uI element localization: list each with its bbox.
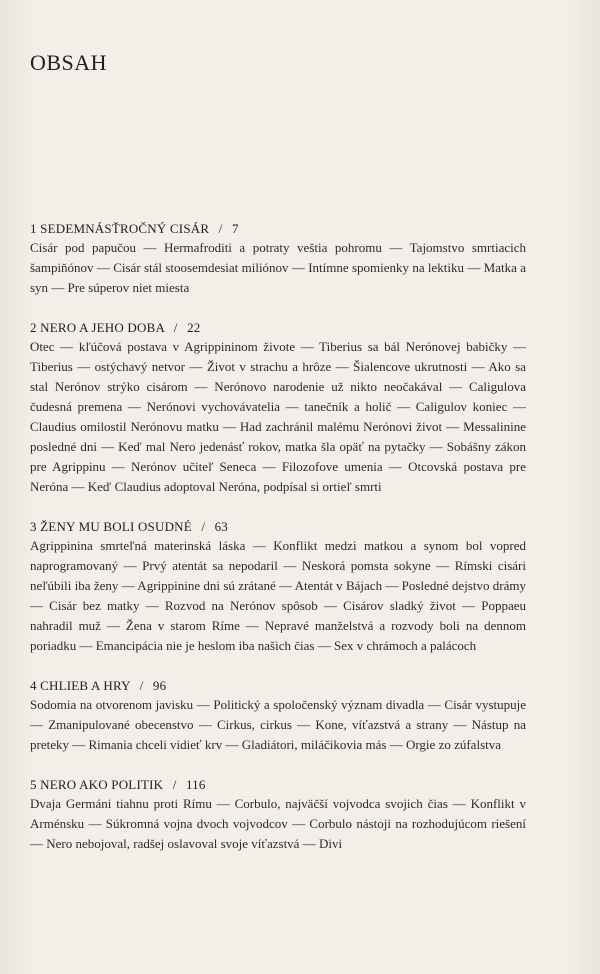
- separator: /: [139, 678, 144, 693]
- section-summary: Sodomia na otvorenom javisku — Politický a spoločenský význam divadla — Cisár vystupuje — Zmanipulované obecenstvo — Cirkus, cirkus — Kone, víťazstvá a strany — Nástup na preteky — Rimania chceli vidieť krv — Gladiátori, miláčikovia más — Orgie zo zúfalstva: [30, 697, 526, 752]
- separator: /: [218, 221, 223, 236]
- section-title: CHLIEB A HRY: [40, 678, 131, 693]
- section-summary: Cisár pod papučou — Hermafroditi a potraty veštia pohromu — Tajomstvo smrtiacich šampiňónov — Cisár stál stoosemdesiat miliónov — Intímne spomienky na lektiku — Matka a syn — Pre súperov niet miesta: [30, 240, 526, 295]
- separator: /: [201, 519, 206, 534]
- section-number: 5: [30, 777, 37, 792]
- section-heading: [30, 677, 526, 695]
- section-summary: Otec — kľúčová postava v Agrippininom živote — Tiberius sa bál Nerónovej babičky — Tiberius — ostýchavý netvor — Život v strachu a hrôze — Šialencove ukrutnosti — Ako sa stal Nerónov strýko cisárom — Nerónovo narodenie už nikto neočakával — Caligulova čudesná premena — Nerónovi vychovávatelia — tanečník a holič — Caligulov koniec — Claudius omilostil Nerónovu matku — Had zachránil malému Nerónovi život — Messalinine posledné dni — Keď mal Nero jedenásť rokov, matka šla opäť na pytačky — Sobášny zákon pre Agrippinu — Nerónov učiteľ Seneca — Filozofove umenia — Otcovská postava pre Neróna — Keď Claudius adoptoval Neróna, podpísal si ortieľ smrti: [30, 339, 526, 494]
- section-title: NERO A JEHO DOBA: [40, 320, 165, 335]
- section-page: 7: [231, 221, 239, 236]
- section-heading: [30, 319, 526, 337]
- section-page: 116: [185, 777, 206, 792]
- section-summary: Dvaja Germáni tiahnu proti Rímu — Corbulo, najväčší vojvodca svojich čias — Konflikt v Arménsku — Súkromná vojna dvoch vojvodcov — Corbulo nástoji na rozhodujúcom riešení — Nero nebojoval, radšej oslavoval svoje víťazstvá — Divi: [30, 796, 526, 851]
- section-page: 63: [214, 519, 229, 534]
- section-page: 96: [152, 678, 167, 693]
- section-title: NERO AKO POLITIK: [40, 777, 164, 792]
- toc-section-1: [30, 220, 526, 298]
- page-title: OBSAH: [30, 50, 108, 75]
- toc-section-2: [30, 319, 526, 497]
- section-heading: [30, 220, 526, 238]
- section-heading: [30, 776, 526, 794]
- toc-section-4: [30, 677, 526, 755]
- separator: /: [172, 777, 177, 792]
- toc-section-5: [30, 776, 526, 854]
- section-title: SEDEMNÁSŤROČNÝ CISÁR: [40, 221, 210, 236]
- table-of-contents: [30, 220, 526, 875]
- section-number: 2: [30, 320, 37, 335]
- section-title: ŽENY MU BOLI OSUDNÉ: [40, 519, 192, 534]
- section-page: 22: [187, 320, 201, 335]
- toc-section-3: [30, 518, 526, 656]
- section-number: 3: [30, 519, 37, 534]
- separator: /: [173, 320, 178, 335]
- section-summary: Agrippinina smrteľná materinská láska — Konflikt medzi matkou a synom bol vopred naprogramovaný — Prvý atentát sa nepodaril — Neskorá pomsta sokyne — Rímski cisári neľúbili iba ženy — Agrippinine dni sú zrátané — Atentát v Bájach — Posledné dejstvo drámy — Cisár bez matky — Rozvod na Nerónov spôsob — Cisárov sladký život — Poppaeu nahradil muž — Žena v starom Ríme — Nepravé manželstvá a rozvody boli na dennom poriadku — Emancipácia nie je heslom iba našich čias — Sex v chrámoch a palácoch: [30, 538, 526, 653]
- section-number: 1: [30, 221, 37, 236]
- section-number: 4: [30, 678, 37, 693]
- section-heading: [30, 518, 526, 536]
